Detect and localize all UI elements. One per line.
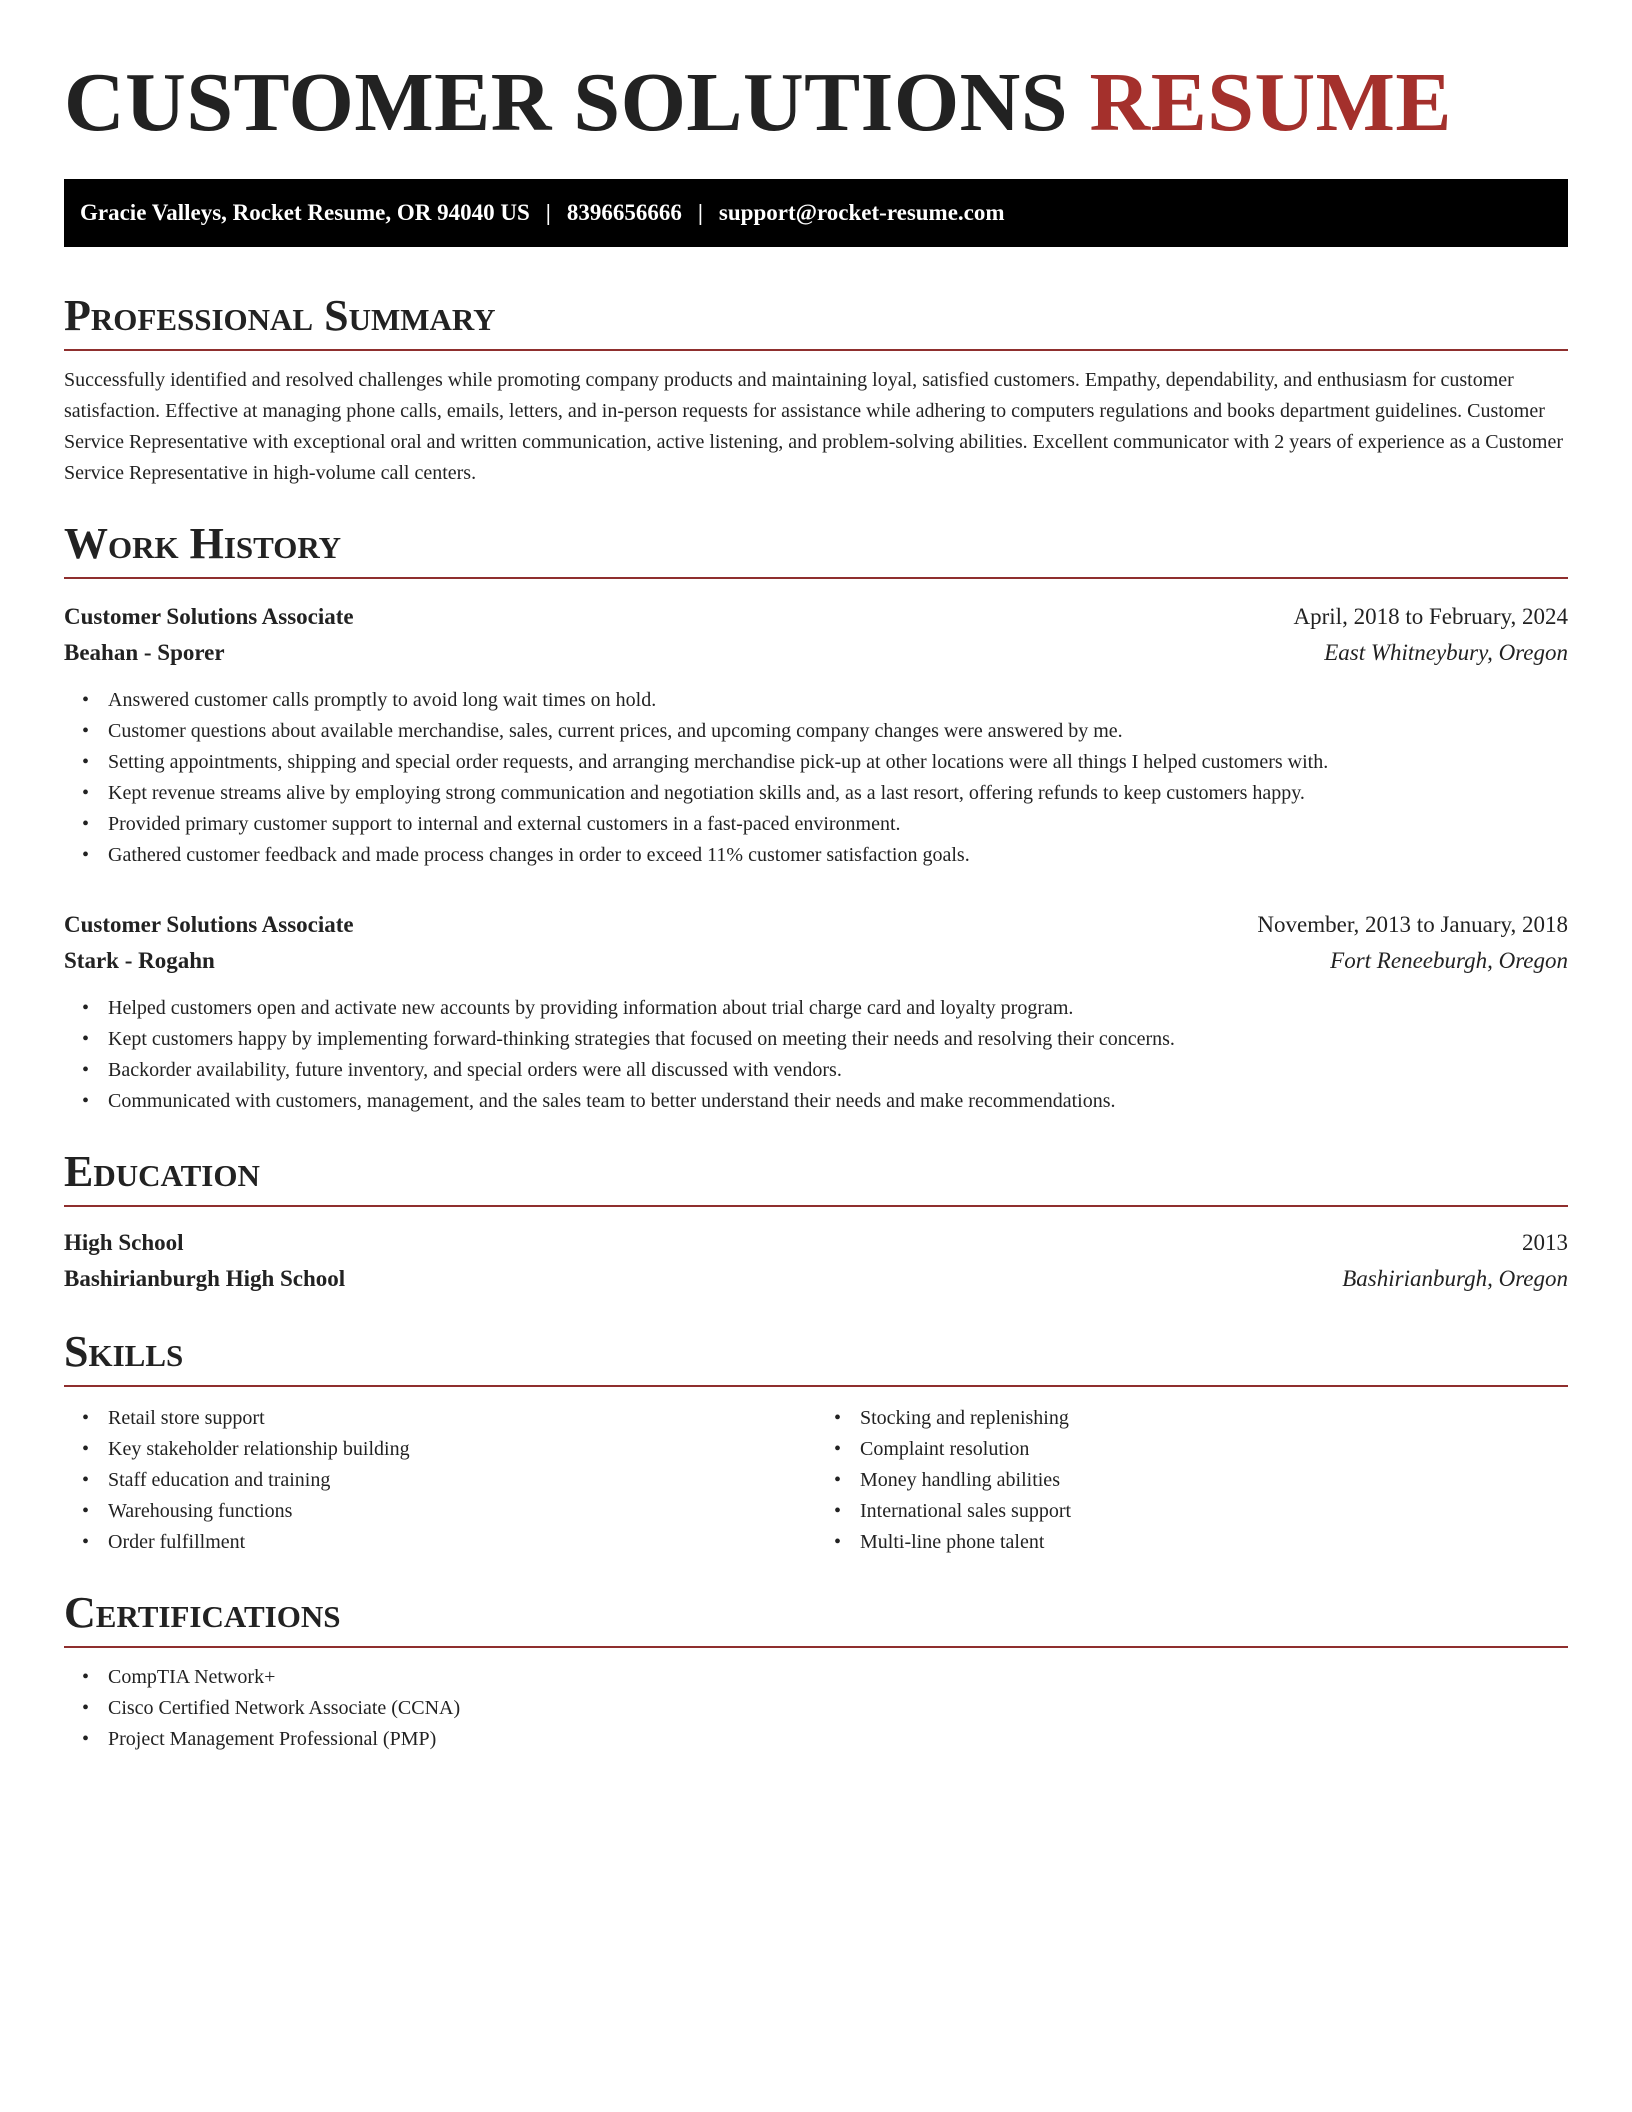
list-item: • Order fulfillment	[64, 1527, 816, 1558]
list-item: • Kept customers happy by implementing forward-thinking strategies that focused on meeting their needs and resolving their concerns.	[64, 1024, 1568, 1055]
education-section	[64, 1147, 1568, 1297]
certifications-heading: Certifications	[64, 1588, 1568, 1648]
skills-list-right	[816, 1403, 1568, 1558]
education-year: 2013	[1522, 1230, 1568, 1255]
list-item: • Money handling abilities	[816, 1465, 1568, 1496]
list-item: • Backorder availability, future inventory, and special orders were all discussed with vendors.	[64, 1055, 1568, 1086]
contact-separator: |	[545, 200, 551, 225]
list-item: • Project Management Professional (PMP)	[64, 1724, 1568, 1755]
certifications-section	[64, 1588, 1568, 1755]
list-item: • Answered customer calls promptly to avoid long wait times on hold.	[64, 685, 1568, 716]
list-item: • Communicated with customers, management, and the sales team to better understand their needs and make recommendations.	[64, 1086, 1568, 1117]
work-history-section	[64, 519, 1568, 1117]
list-item: • Provided primary customer support to internal and external customers in a fast-paced environment.	[64, 809, 1568, 840]
job-location: East Whitneybury, Oregon	[1324, 640, 1568, 665]
summary-text: Successfully identified and resolved challenges while promoting company products and maintaining loyal, satisfied customers. Empathy, dependability, and enthusiasm for customer satisfaction. Effective at managing phone calls, emails, letters, and in-person requests for assistance while adhering to computers regulations and books department guidelines. Customer Service Representative with exceptional oral and written communication, active listening, and problem-solving abilities. Excellent communicator with 2 years of experience as a Customer Service Representative in high-volume call centers.	[64, 369, 1563, 484]
job-company: Stark - Rogahn	[64, 948, 215, 973]
list-item: • Staff education and training	[64, 1465, 816, 1496]
education-degree: High School	[64, 1230, 184, 1255]
contact-bar	[64, 179, 1568, 247]
job-company-row	[64, 635, 1568, 671]
job-entry	[64, 599, 1568, 871]
job-bullets	[64, 993, 1568, 1117]
education-entry	[64, 1225, 1568, 1297]
education-school-row	[64, 1261, 1568, 1297]
certifications-list	[64, 1662, 1568, 1755]
job-bullets	[64, 685, 1568, 871]
list-item: • International sales support	[816, 1496, 1568, 1527]
job-company-row	[64, 943, 1568, 979]
job-title: Customer Solutions Associate	[64, 912, 354, 937]
contact-address: Gracie Valleys, Rocket Resume, OR 94040 US	[80, 200, 530, 225]
job-title: Customer Solutions Associate	[64, 604, 354, 629]
job-header-row	[64, 599, 1568, 635]
job-company: Beahan - Sporer	[64, 640, 225, 665]
page-title	[64, 56, 1568, 150]
summary-section	[64, 291, 1568, 489]
list-item: • Complaint resolution	[816, 1434, 1568, 1465]
list-item: • Warehousing functions	[64, 1496, 816, 1527]
job-entry	[64, 907, 1568, 1117]
list-item: • Gathered customer feedback and made process changes in order to exceed 11% customer satisfaction goals.	[64, 840, 1568, 871]
education-school: Bashirianburgh High School	[64, 1266, 346, 1291]
skills-list-left	[64, 1403, 816, 1558]
list-item: • Kept revenue streams alive by employing strong communication and negotiation skills and, as a last resort, offering refunds to keep customers happy.	[64, 778, 1568, 809]
list-item: • Stocking and replenishing	[816, 1403, 1568, 1434]
list-item: • CompTIA Network+	[64, 1662, 1568, 1693]
summary-heading: Professional Summary	[64, 291, 1568, 351]
education-location: Bashirianburgh, Oregon	[1342, 1266, 1568, 1291]
list-item: • Setting appointments, shipping and special order requests, and arranging merchandise pick-up at other locations were all things I helped customers with.	[64, 747, 1568, 778]
work-history-heading: Work History	[64, 519, 1568, 579]
education-heading: Education	[64, 1147, 1568, 1207]
contact-email: support@rocket-resume.com	[718, 200, 1005, 225]
job-dates: November, 2013 to January, 2018	[1257, 912, 1568, 937]
title-accent: RESUME	[1089, 56, 1452, 149]
skills-columns	[64, 1403, 1568, 1558]
list-item: • Cisco Certified Network Associate (CCNA)	[64, 1693, 1568, 1724]
contact-phone: 8396656666	[566, 200, 682, 225]
list-item: • Customer questions about available merchandise, sales, current prices, and upcoming company changes were answered by me.	[64, 716, 1568, 747]
job-header-row	[64, 907, 1568, 943]
job-location: Fort Reneeburgh, Oregon	[1330, 948, 1568, 973]
education-degree-row	[64, 1225, 1568, 1261]
list-item: • Retail store support	[64, 1403, 816, 1434]
title-main: CUSTOMER SOLUTIONS	[64, 56, 1069, 149]
contact-separator: |	[697, 200, 703, 225]
list-item: • Helped customers open and activate new accounts by providing information about trial charge card and loyalty program.	[64, 993, 1568, 1024]
skills-heading: Skills	[64, 1327, 1568, 1387]
list-item: • Multi-line phone talent	[816, 1527, 1568, 1558]
job-dates: April, 2018 to February, 2024	[1293, 604, 1568, 629]
skills-section	[64, 1327, 1568, 1558]
list-item: • Key stakeholder relationship building	[64, 1434, 816, 1465]
